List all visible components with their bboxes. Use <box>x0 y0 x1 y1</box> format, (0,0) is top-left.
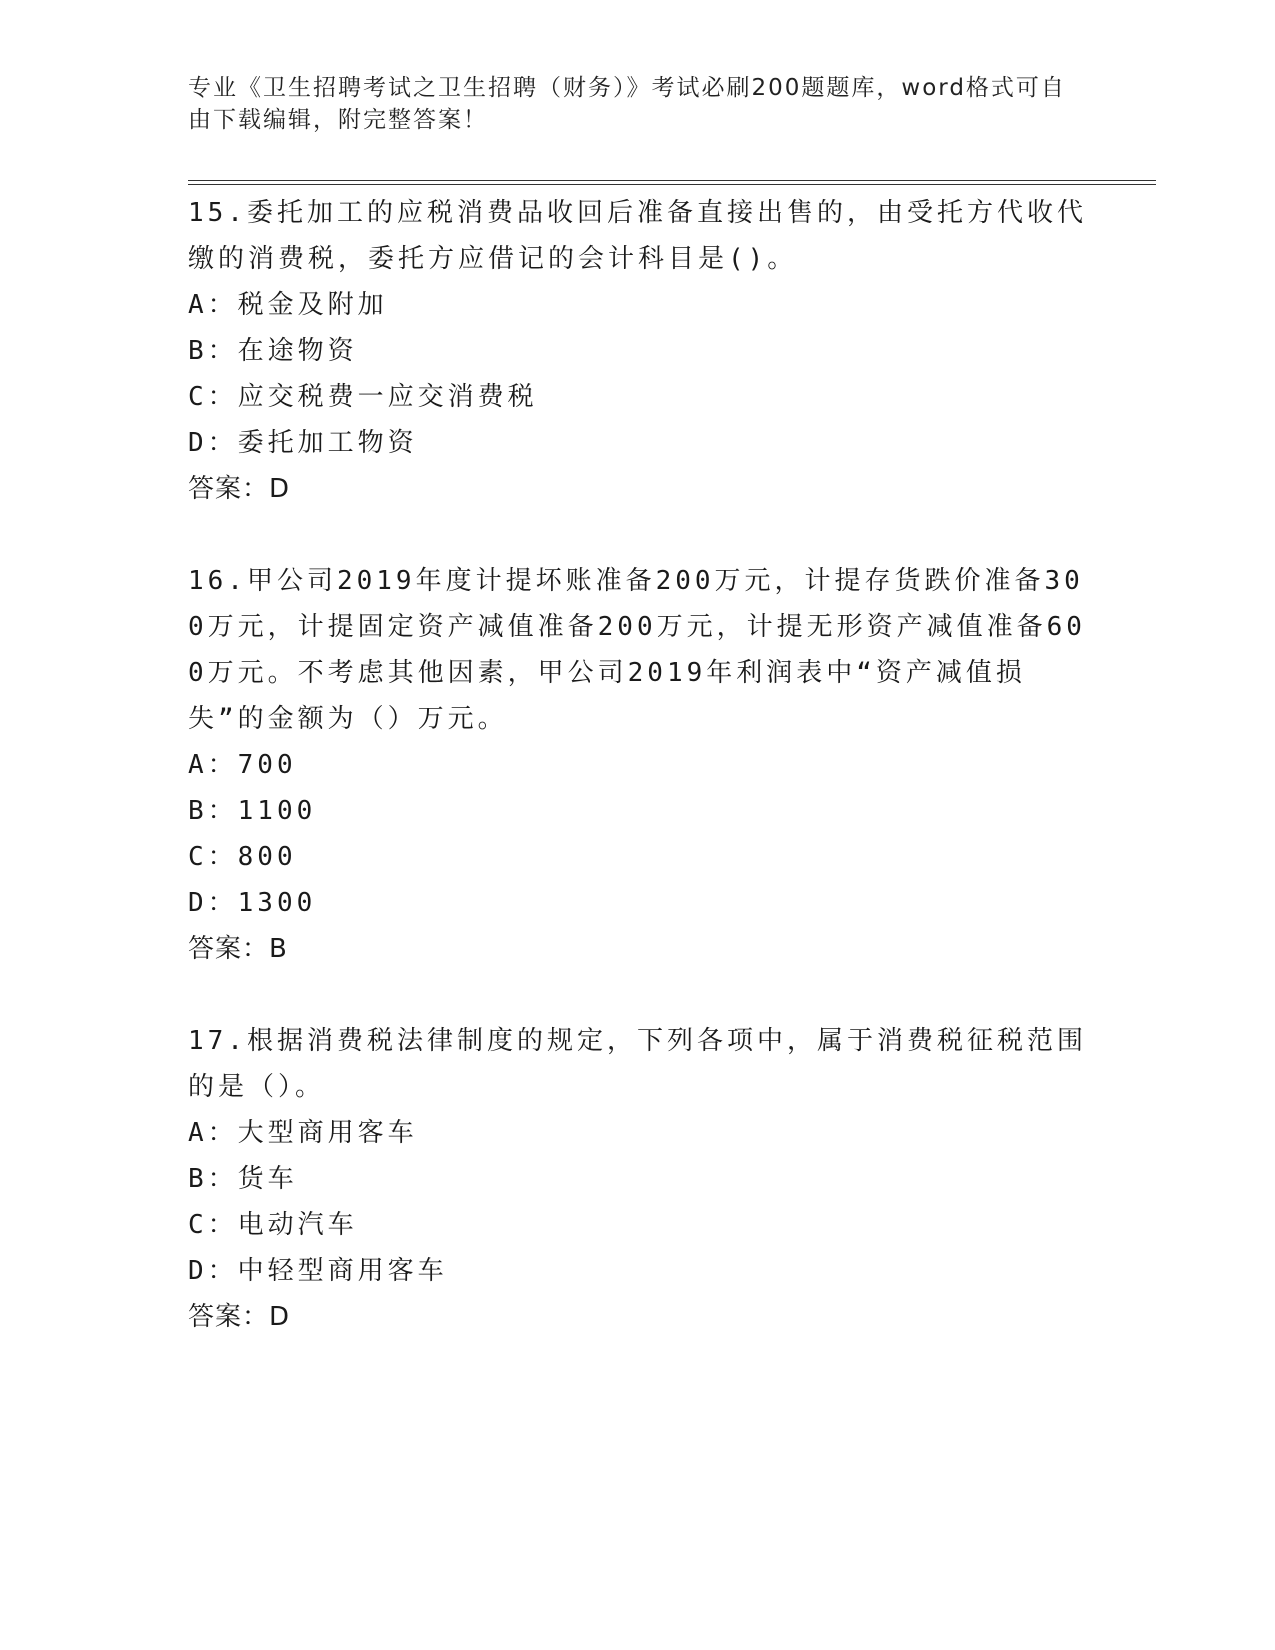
option-b: B：在途物资 <box>188 336 358 366</box>
question-stem: 16.甲公司2019年度计提坏账准备200万元，计提存货跌价准备300万元，计提固定资产减值准备200万元，计提无形资产减值准备600万元。不考虑其他因素，甲公司2019年利润表中“资产减值损失”的金额为（）万元。 <box>188 566 1086 734</box>
answer: 答案：D <box>188 1302 291 1332</box>
document-header: 专业《卫生招聘考试之卫生招聘（财务）》考试必刷200题题库，word格式可自由下载编辑，附完整答案！ <box>188 75 1066 133</box>
option-b: B：货车 <box>188 1164 298 1194</box>
option-d: D：中轻型商用客车 <box>188 1256 448 1286</box>
option-a: A：税金及附加 <box>188 290 388 320</box>
question-list <box>188 190 1088 1340</box>
option-c: C：电动汽车 <box>188 1210 358 1240</box>
option-c: C：800 <box>188 842 297 872</box>
option-a: A：大型商用客车 <box>188 1118 418 1148</box>
question-17 <box>188 1018 1088 1340</box>
question-stem: 17.根据消费税法律制度的规定，下列各项中，属于消费税征税范围的是（）。 <box>188 1026 1087 1102</box>
answer: 答案：B <box>188 934 288 964</box>
option-d: D：委托加工物资 <box>188 428 418 458</box>
question-16 <box>188 558 1088 972</box>
question-spacer <box>188 972 1088 1018</box>
question-spacer <box>188 512 1088 558</box>
question-stem: 15.委托加工的应税消费品收回后准备直接出售的，由受托方代收代缴的消费税，委托方应借记的会计科目是()。 <box>188 198 1087 274</box>
answer: 答案：D <box>188 474 291 504</box>
option-a: A：700 <box>188 750 297 780</box>
option-c: C：应交税费一应交消费税 <box>188 382 538 412</box>
question-15 <box>188 190 1088 512</box>
option-d: D：1300 <box>188 888 317 918</box>
header-divider <box>188 180 1156 185</box>
option-b: B：1100 <box>188 796 317 826</box>
